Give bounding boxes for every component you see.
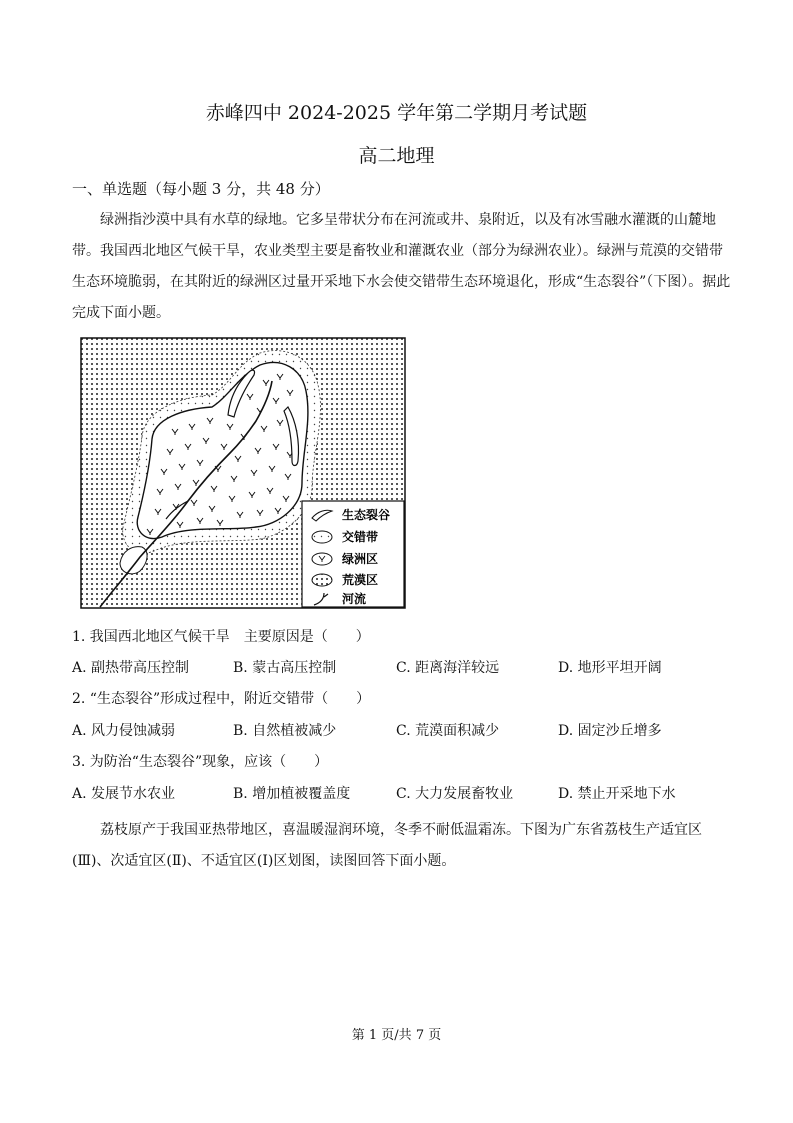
legend-label-oasis: 绿洲区 bbox=[342, 552, 379, 566]
section-heading: 一、单选题（每小题 3 分，共 48 分） bbox=[72, 180, 330, 198]
question-3-option-c[interactable]: C. 大力发展畜牧业 bbox=[396, 786, 514, 802]
legend-label-rift: 生态裂谷 bbox=[342, 508, 391, 522]
question-1-option-a[interactable]: A. 副热带高压控制 bbox=[72, 660, 190, 676]
question-2-option-d[interactable]: D. 固定沙丘增多 bbox=[558, 723, 662, 739]
question-1-option-b[interactable]: B. 蒙古高压控制 bbox=[233, 660, 337, 676]
question-2-option-c[interactable]: C. 荒漠面积减少 bbox=[396, 723, 500, 739]
question-2-stem: 2. “生态裂谷”形成过程中，附近交错带（ ） bbox=[72, 691, 371, 707]
map-legend bbox=[302, 501, 404, 607]
ecotone-icon bbox=[312, 531, 332, 543]
legend-label-ecotone: 交错带 bbox=[342, 530, 379, 544]
legend-label-desert: 荒漠区 bbox=[342, 573, 379, 587]
page-number: 第 1 页/共 7 页 bbox=[351, 1028, 442, 1043]
question-3-option-b[interactable]: B. 增加植被覆盖度 bbox=[233, 786, 351, 802]
oasis-icon bbox=[312, 553, 332, 565]
question-1-option-d[interactable]: D. 地形平坦开阔 bbox=[558, 660, 662, 676]
exam-title: 赤峰四中 2024-2025 学年第二学期月考试题 bbox=[205, 102, 588, 124]
question-3-stem: 3. 为防治“生态裂谷”现象，应该（ ） bbox=[72, 754, 329, 770]
passage-lychee: 荔枝原产于我国亚热带地区，喜温暖湿润环境，冬季不耐低温霜冻。下图为广东省荔枝生产适宜区(Ⅲ)、次适宜区(Ⅱ)、不适宜区(Ⅰ)区划图，读图回答下面小题。 bbox=[72, 822, 702, 869]
oasis-rift-map bbox=[80, 337, 406, 609]
exam-subject: 高二地理 bbox=[358, 145, 435, 167]
question-1-stem: 1. 我国西北地区气候干旱 主要原因是（ ） bbox=[72, 629, 370, 645]
question-1-option-c[interactable]: C. 距离海洋较远 bbox=[396, 660, 500, 676]
legend-label-river: 河流 bbox=[342, 592, 367, 606]
question-2-option-b[interactable]: B. 自然植被减少 bbox=[233, 723, 337, 739]
desert-icon bbox=[312, 574, 332, 586]
question-2-option-a[interactable]: A. 风力侵蚀减弱 bbox=[72, 723, 176, 739]
question-3-option-d[interactable]: D. 禁止开采地下水 bbox=[558, 786, 676, 802]
question-3-option-a[interactable]: A. 发展节水农业 bbox=[72, 786, 176, 802]
passage-oasis: 绿洲指沙漠中具有水草的绿地。它多呈带状分布在河流或井、泉附近，以及有冰雪融水灌溉的山麓地带。我国西北地区气候干旱，农业类型主要是畜牧业和灌溉农业（部分为绿洲农业）。绿洲与荒漠的交错带生态环境脆弱，在其附近的绿洲区过量开采地下水会使交错带生态环境退化，形成“生态裂谷”（下图）。据此完成下面小题。 bbox=[72, 212, 731, 321]
